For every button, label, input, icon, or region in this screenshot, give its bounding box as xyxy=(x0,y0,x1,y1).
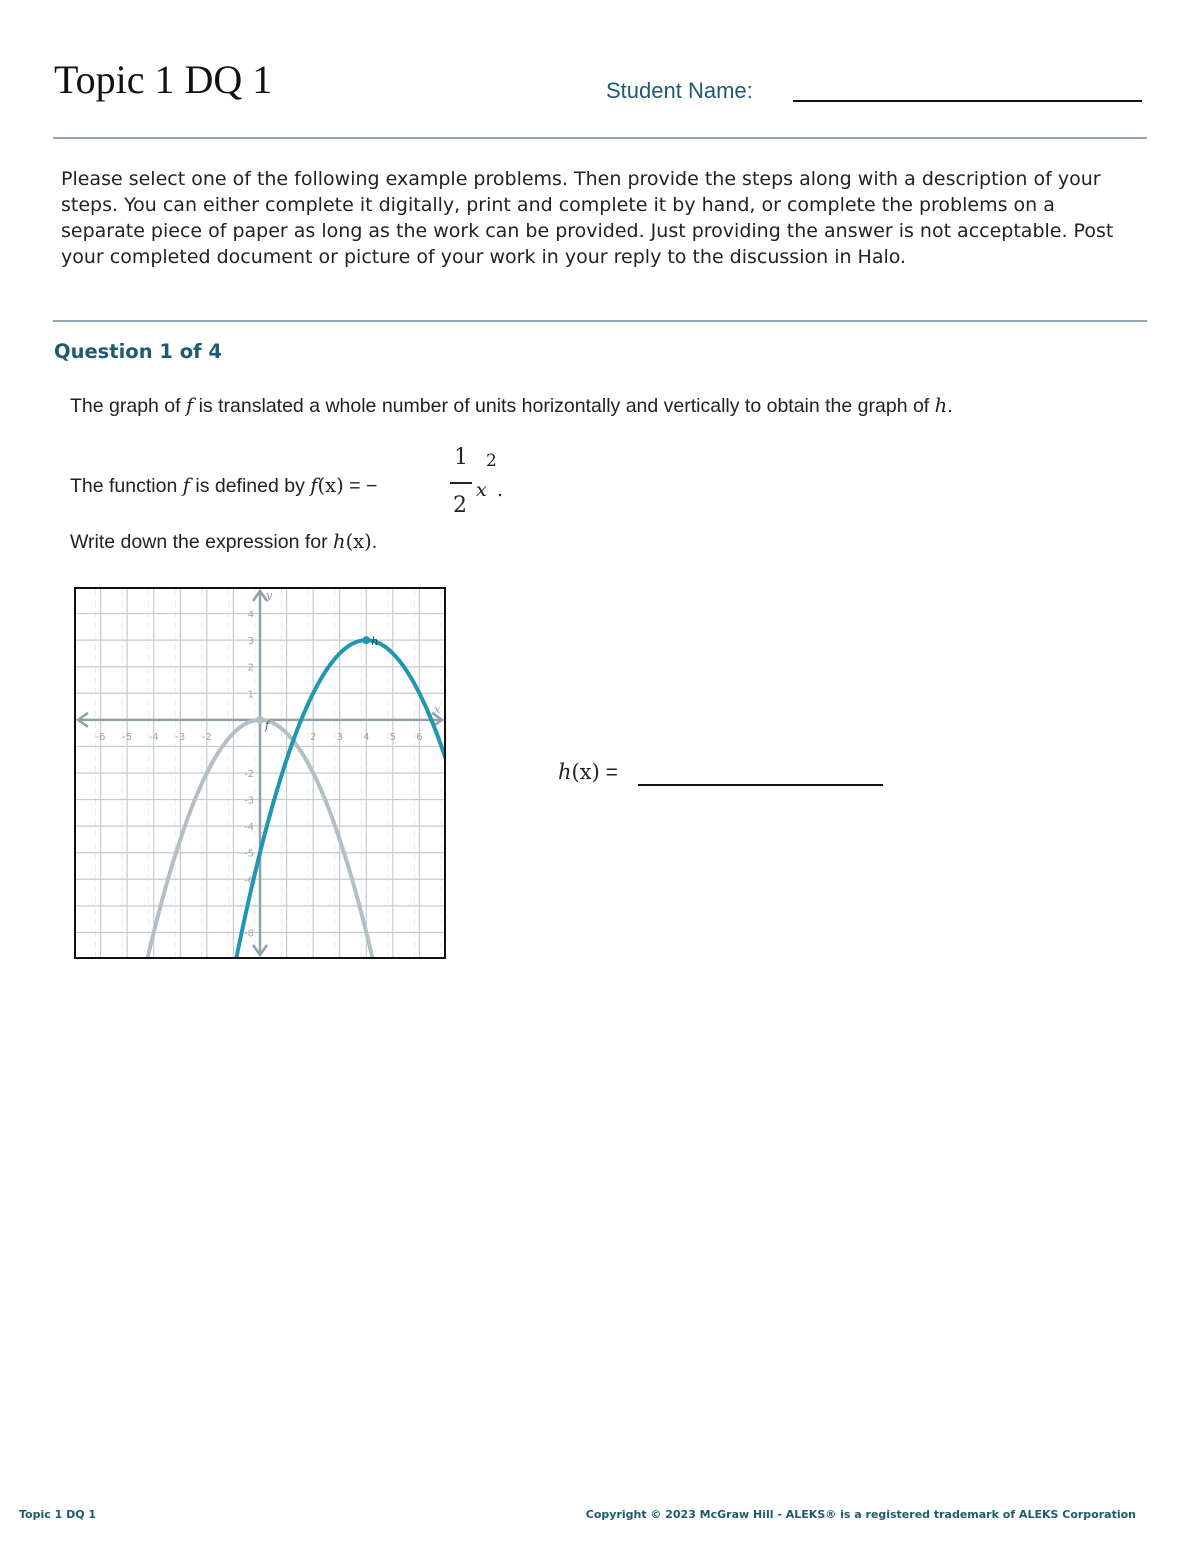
fraction-numerator: 1 xyxy=(454,445,468,470)
y-tick-label: -4 xyxy=(244,822,254,834)
x-tick-label: -4 xyxy=(148,731,159,743)
x-tick-label: -5 xyxy=(122,731,133,743)
y-tick-label: -6 xyxy=(244,875,254,887)
x-tick-label: -6 xyxy=(95,731,106,743)
h-curve-label: h xyxy=(371,635,379,649)
divider xyxy=(53,137,1147,139)
y-tick-label: 1 xyxy=(247,689,254,701)
y-axis-label: y xyxy=(266,588,273,602)
x-tick-label: 6 xyxy=(416,731,423,743)
x-tick-label: 4 xyxy=(363,731,370,743)
x-tick-label: -3 xyxy=(175,731,186,743)
x-tick-label: 2 xyxy=(309,731,317,743)
fraction-denominator: 2 xyxy=(453,493,467,518)
x-tick-label: 5 xyxy=(389,731,397,743)
y-tick-label: -5 xyxy=(244,848,254,860)
f-curve-label: f xyxy=(265,718,270,732)
y-tick-label: 3 xyxy=(247,636,254,648)
footer-copyright: Copyright © 2023 McGraw Hill - ALEKS® is a registered trademark of ALEKS Corporation xyxy=(585,1508,1136,1521)
x-axis-label: x xyxy=(434,702,441,716)
f-vertex-point xyxy=(256,716,264,724)
page-title: Topic 1 DQ 1 xyxy=(54,57,273,102)
answer-label: h(x) = xyxy=(558,760,618,784)
y-tick-label: -3 xyxy=(244,795,254,807)
exponent: 2 xyxy=(486,451,497,471)
question-prompt: Write down the expression for h(x). xyxy=(70,530,378,553)
y-tick-label: -2 xyxy=(244,769,254,780)
student-name-field[interactable] xyxy=(793,100,1142,102)
question-title: Question 1 of 4 xyxy=(54,340,222,363)
x-tick-label: 3 xyxy=(336,731,343,743)
x-tick-label: -2 xyxy=(201,731,212,743)
y-tick-label: 2 xyxy=(247,662,254,674)
coordinate-graph xyxy=(74,587,446,959)
answer-field[interactable] xyxy=(638,784,883,786)
y-tick-label: 4 xyxy=(247,609,254,621)
h-vertex-point xyxy=(362,636,370,644)
question-statement: The graph of f is translated a whole number of units horizontally and vertically to obtain the graph of h. xyxy=(70,394,953,417)
variable-x: x xyxy=(476,479,487,501)
student-name-label: Student Name: xyxy=(606,78,753,103)
instructions-text: Please select one of the following example problems. Then provide the steps along with a description of your steps. You can either complete it digitally, print and complete it by hand, or complete the problems on a separate piece of paper as long as the work can be provided. Just providing the answer is not acceptable. Post your completed document or picture of your work in your reply to the discussion in Halo. xyxy=(61,168,1114,268)
fraction-bar xyxy=(450,482,472,484)
y-tick-label: -8 xyxy=(244,928,254,940)
footer-left: Topic 1 DQ 1 xyxy=(19,1508,97,1521)
divider xyxy=(53,320,1147,322)
